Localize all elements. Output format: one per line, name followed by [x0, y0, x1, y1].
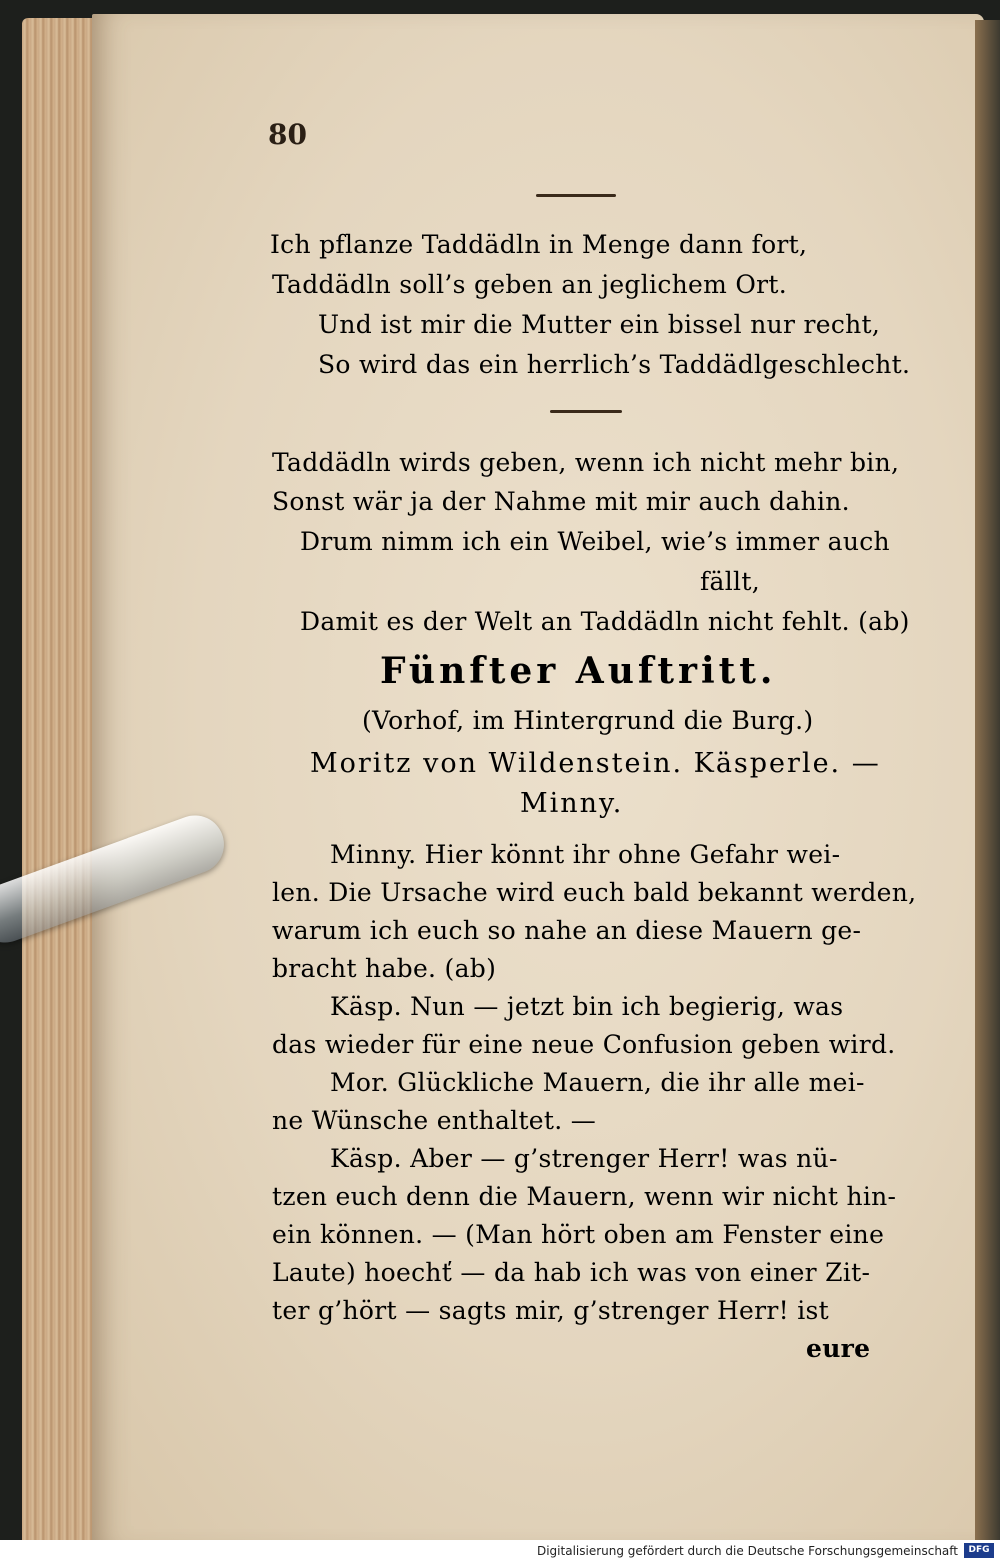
cast-list: Moritz von Wildenstein. Käsperle. — [310, 748, 881, 779]
dialogue-line: Mor. Glückliche Mauern, die ihr alle mei- [330, 1068, 865, 1097]
dialogue-line: len. Die Ursache wird euch bald bekannt werden, [272, 878, 917, 907]
book-spine [975, 20, 1000, 1540]
dialogue-line: Käsp. Aber — g’strenger Herr! was nü- [330, 1144, 838, 1173]
dialogue-line: das wieder für eine neue Confusion geben wird. [272, 1030, 896, 1059]
dialogue-line: warum ich euch so nahe an diese Mauern ge- [272, 916, 862, 945]
stage-direction: (Vorhof, im Hintergrund die Burg.) [362, 706, 814, 735]
dialogue-line: Laute) hoechť — da hab ich was von einer Zit- [272, 1258, 871, 1287]
dialogue-line: bracht habe. (ab) [272, 954, 497, 983]
verse-line: Sonst wär ja der Nahme mit mir auch dahin. [272, 487, 850, 516]
scene-heading: Fünfter Auftritt. [380, 650, 777, 692]
page-number: 80 [268, 118, 307, 151]
catchword: eure [806, 1334, 871, 1363]
dialogue-line: ter g’hört — sagts mir, g’strenger Herr! ist [272, 1296, 830, 1325]
verse-line: Taddädln soll’s geben an jeglichem Ort. [272, 270, 788, 299]
verse-line: So wird das ein herrlich’s Taddädlgeschlecht. [318, 350, 911, 379]
verse-line: Drum nimm ich ein Weibel, wie’s immer auch [300, 527, 890, 556]
verse-line: Ich pflanze Taddädln in Menge dann fort, [270, 230, 808, 259]
cast-list: Minny. [520, 788, 624, 819]
dialogue-line: ein können. — (Man hört oben am Fenster eine [272, 1220, 885, 1249]
verse-line: Taddädln wirds geben, wenn ich nicht mehr bin, [272, 448, 900, 477]
divider-top [536, 194, 616, 197]
dialogue-line: tzen euch denn die Mauern, wenn wir nicht hin- [272, 1182, 897, 1211]
dialogue-line: Käsp. Nun — jetzt bin ich begierig, was [330, 992, 844, 1021]
dfg-logo-icon: DFG [964, 1543, 994, 1558]
dialogue-line: ne Wünsche enthaltet. — [272, 1106, 597, 1135]
digitization-credit: Digitalisierung gefördert durch die Deutsche Forschungsgemeinschaft [0, 1540, 1000, 1562]
verse-line: fällt, [700, 567, 760, 596]
verse-line: Damit es der Welt an Taddädln nicht fehlt. (ab) [300, 607, 910, 636]
dialogue-line: Minny. Hier könnt ihr ohne Gefahr wei- [330, 840, 841, 869]
verse-line: Und ist mir die Mutter ein bissel nur recht, [318, 310, 881, 339]
divider-middle [550, 410, 622, 413]
